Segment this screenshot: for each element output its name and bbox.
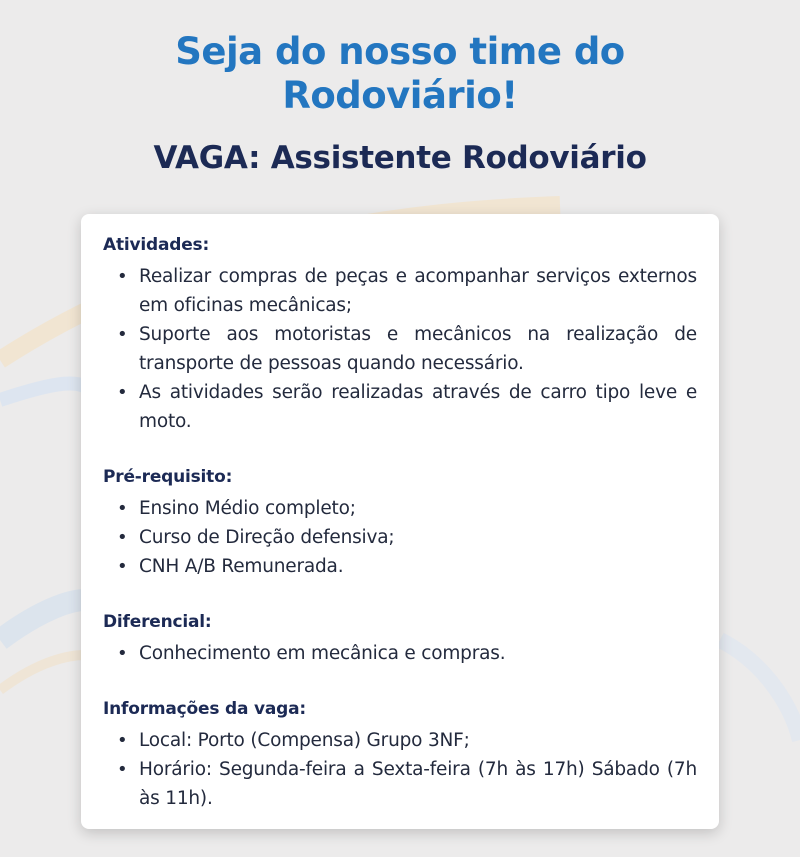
section-title: Atividades: bbox=[103, 235, 210, 255]
list-item bbox=[103, 639, 697, 668]
bullet-icon: • bbox=[117, 498, 128, 519]
list-item-text: As atividades serão realizadas através de carro tipo leve e moto. bbox=[139, 382, 697, 432]
list-item-text: Conhecimento em mecânica e compras. bbox=[139, 643, 506, 664]
bullet-list bbox=[103, 639, 697, 668]
bullet-icon: • bbox=[117, 382, 128, 403]
list-item bbox=[103, 726, 697, 755]
bullet-icon: • bbox=[117, 759, 128, 780]
section-title: Informações da vaga: bbox=[103, 699, 306, 719]
list-item-text: Curso de Direção defensiva; bbox=[139, 527, 395, 548]
section-informacoes-da-vaga bbox=[103, 698, 697, 813]
bullet-icon: • bbox=[117, 266, 128, 287]
list-item bbox=[103, 755, 697, 813]
list-item-text: Ensino Médio completo; bbox=[139, 498, 356, 519]
section-atividades bbox=[103, 234, 697, 436]
list-item bbox=[103, 494, 697, 523]
list-item bbox=[103, 378, 697, 436]
headline-line-1: Seja do nosso time do bbox=[175, 30, 625, 73]
bullet-list bbox=[103, 262, 697, 436]
list-item-text: CNH A/B Remunerada. bbox=[139, 556, 344, 577]
bullet-list bbox=[103, 726, 697, 813]
bullet-icon: • bbox=[117, 643, 128, 664]
job-title: VAGA: Assistente Rodoviário bbox=[153, 140, 647, 176]
job-details-card bbox=[81, 214, 719, 829]
section-title: Pré-requisito: bbox=[103, 467, 233, 487]
list-item bbox=[103, 262, 697, 320]
headline-line-2: Rodoviário! bbox=[282, 74, 518, 117]
section-pre-requisito bbox=[103, 466, 697, 581]
section-title: Diferencial: bbox=[103, 612, 212, 632]
list-item bbox=[103, 523, 697, 552]
bullet-list bbox=[103, 494, 697, 581]
list-item-text: Realizar compras de peças e acompanhar serviços externos em oficinas mecânicas; bbox=[139, 266, 697, 316]
list-item bbox=[103, 320, 697, 378]
bullet-icon: • bbox=[117, 730, 128, 751]
bullet-icon: • bbox=[117, 324, 128, 345]
bullet-icon: • bbox=[117, 527, 128, 548]
list-item-text: Local: Porto (Compensa) Grupo 3NF; bbox=[139, 730, 470, 751]
list-item-text: Suporte aos motoristas e mecânicos na realização de transporte de pessoas quando necessário. bbox=[139, 324, 697, 374]
section-diferencial bbox=[103, 611, 697, 668]
page-headline bbox=[0, 30, 800, 118]
list-item bbox=[103, 552, 697, 581]
bullet-icon: • bbox=[117, 556, 128, 577]
list-item-text: Horário: Segunda-feira a Sexta-feira (7h às 17h) Sábado (7h às 11h). bbox=[139, 759, 697, 809]
